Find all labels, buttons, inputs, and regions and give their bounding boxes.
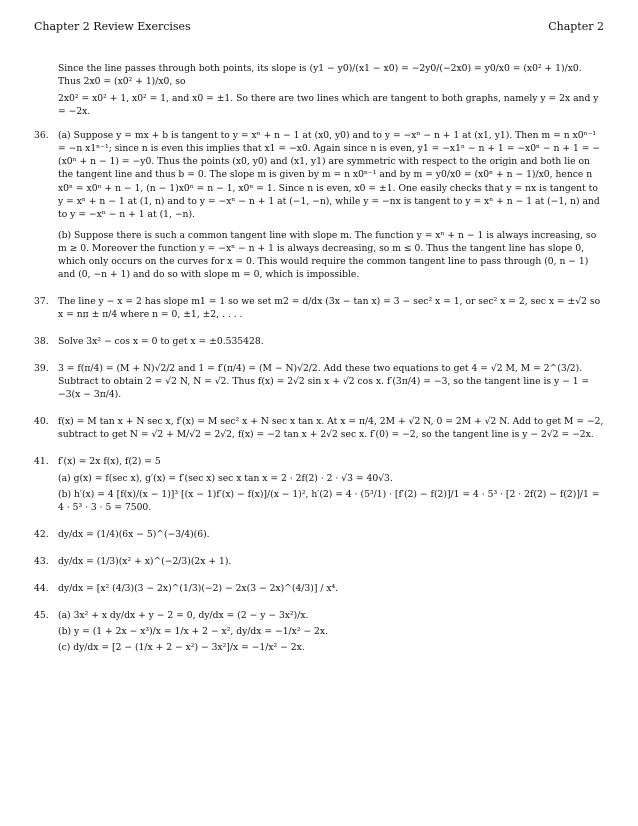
problem-number: 45. bbox=[34, 609, 49, 621]
problem-line: 3 = f(π/4) = (M + N)√2/2 and 1 = f′(π/4) = (M − N)√2/2. Add these two equations to get 4 = √2 M, M = 2^(3/2). Subtract to obtain 2 = √2 N, N = √2. Thus f(x) = 2√2 sin x + √2 cos x. f′(3π/4) = −3, so the tangent line is y − 1 = −3(x − 3π/4). bbox=[58, 363, 590, 401]
problem-45 bbox=[34, 609, 604, 657]
problem-line: Solve 3x² − cos x = 0 to get x = ±0.535428. bbox=[58, 336, 264, 348]
problem-39 bbox=[34, 362, 604, 404]
page-content bbox=[34, 62, 604, 657]
page-header bbox=[34, 18, 604, 34]
problem-number: 42. bbox=[34, 528, 49, 540]
problem-number: 36. bbox=[34, 130, 49, 142]
problem-line: (b) Suppose there is such a common tangent line with slope m. The function y = xⁿ + n − 1 is always increasing, so m ≥ 0. Moreover the function y = −xⁿ − n + 1 is always decreasing, so m ≤ 0. Thus the tangent line has slope 0, which only occurs on the curves for x = 0. This would require the common tangent line to pass through (0, n − 1) and (0, −n + 1) and do so with slope m = 0, which is impossible. bbox=[58, 229, 597, 280]
header-chapter-label: Chapter 2 bbox=[548, 19, 604, 33]
problem-line: dy/dx = (1/3)(x² + x)^(−2/3)(2x + 1). bbox=[58, 555, 232, 567]
problem-40 bbox=[34, 415, 604, 444]
problem-43 bbox=[34, 555, 604, 571]
problem-line: (a) Suppose y = mx + b is tangent to y = xⁿ + n − 1 at (x0, y0) and to y = −xⁿ − n + 1 at (x1, y1). Then m = n x0ⁿ⁻¹ = −n x1ⁿ⁻¹; since n is even this implies that x1 = −x0. Again since n is even, y1 = −x1ⁿ − n + 1 = −x0ⁿ − n + 1 = −(x0ⁿ + n − 1) = −y0. Thus the points (x0, y0) and (x1, y1) are symmetric with respect to the origin and both lie on the tangent line and thus b = 0. The slope m is given by m = n x0ⁿ⁻¹ and by m = y0/x0 = (x0ⁿ + n − 1)/x0, hence n x0ⁿ = x0ⁿ + n − 1, (n − 1)x0ⁿ = n − 1, x0ⁿ = 1. Since n is even, x0 = ±1. One easily checks that y = nx is tangent to y = xⁿ + n − 1 at (1, n) and to y = −xⁿ − n + 1 at (−1, −n), while y = −nx is tangent to y = xⁿ + n − 1 at (−1, n) and to y = −xⁿ − n + 1 at (1, −n). bbox=[58, 130, 601, 220]
problem-42 bbox=[34, 528, 604, 544]
problem-number: 43. bbox=[34, 555, 49, 567]
problem-37 bbox=[34, 295, 604, 324]
intro-line: 2x0² = x0² + 1, x0² = 1, and x0 = ±1. So there are two lines which are tangent to both graphs, namely y = 2x and y = −2x. bbox=[58, 93, 599, 118]
intro-line: Since the line passes through both points, its slope is (y1 − y0)/(x1 − x0) = −2y0/(−2x0) = y0/x0 = (x0² + 1)/x0. Thus 2x0 = (x0² + 1)/x0, so bbox=[58, 63, 582, 88]
problem-line: (a) g(x) = f(sec x), g′(x) = f′(sec x) sec x tan x = 2 · 2f(2) · 2 · √3 = 40√3. bbox=[58, 472, 393, 484]
problem-line: (b) y = (1 + 2x − x³)/x = 1/x + 2 − x², dy/dx = −1/x² − 2x. bbox=[58, 625, 329, 637]
problem-36 bbox=[34, 129, 604, 284]
problem-38 bbox=[34, 335, 604, 351]
problem-line: f′(x) = 2x f(x), f(2) = 5 bbox=[58, 456, 161, 468]
problem-line: (c) dy/dx = [2 − (1/x + 2 − x²) − 3x²]/x = −1/x² − 2x. bbox=[58, 642, 305, 653]
problem-number: 39. bbox=[34, 363, 49, 375]
problem-44 bbox=[34, 582, 604, 598]
problem-number: 38. bbox=[34, 336, 49, 348]
problem-41 bbox=[34, 455, 604, 516]
problem-number: 41. bbox=[34, 456, 49, 468]
problem-number: 37. bbox=[34, 295, 49, 307]
problem-number: 44. bbox=[34, 582, 49, 594]
problem-line: dy/dx = [x² (4/3)(3 − 2x)^(1/3)(−2) − 2x(3 − 2x)^(4/3)] / x⁴. bbox=[58, 582, 339, 594]
header-chapter-title: Chapter 2 Review Exercises bbox=[34, 19, 191, 33]
problem-line: dy/dx = (1/4)(6x − 5)^(−3/4)(6). bbox=[58, 528, 210, 540]
problem-line: (a) 3x² + x dy/dx + y − 2 = 0, dy/dx = (2 − y − 3x²)/x. bbox=[58, 609, 309, 621]
problem-number: 40. bbox=[34, 416, 49, 428]
problem-line: f(x) = M tan x + N sec x, f′(x) = M sec² x + N sec x tan x. At x = π/4, 2M + √2 N, 0 = 2M + √2 N. Add to get M = −2, subtract to get N = √2 + M/√2 = 2√2, f(x) = −2 tan x + 2√2 sec x. f′(0) = −2, so the tangent line is y − 2√2 = −2x. bbox=[58, 416, 604, 441]
problem-line: The line y − x = 2 has slope m1 = 1 so we set m2 = d/dx (3x − tan x) = 3 − sec² x = 1, or sec² x = 2, sec x = ±√2 so x = nπ ± π/4 where n = 0, ±1, ±2, . . . . bbox=[58, 295, 601, 320]
problem-line: (b) h′(x) = 4 [f(x)/(x − 1)]³ [(x − 1)f′(x) − f(x)]/(x − 1)², h′(2) = 4 · (5³/1) · [f′(2) − f(2)]/1 = 4 · 5³ · [2 · 2f(2) − f(2)]/1 = 4 · 5³ · 3 · 5 = 7500. bbox=[58, 488, 600, 513]
